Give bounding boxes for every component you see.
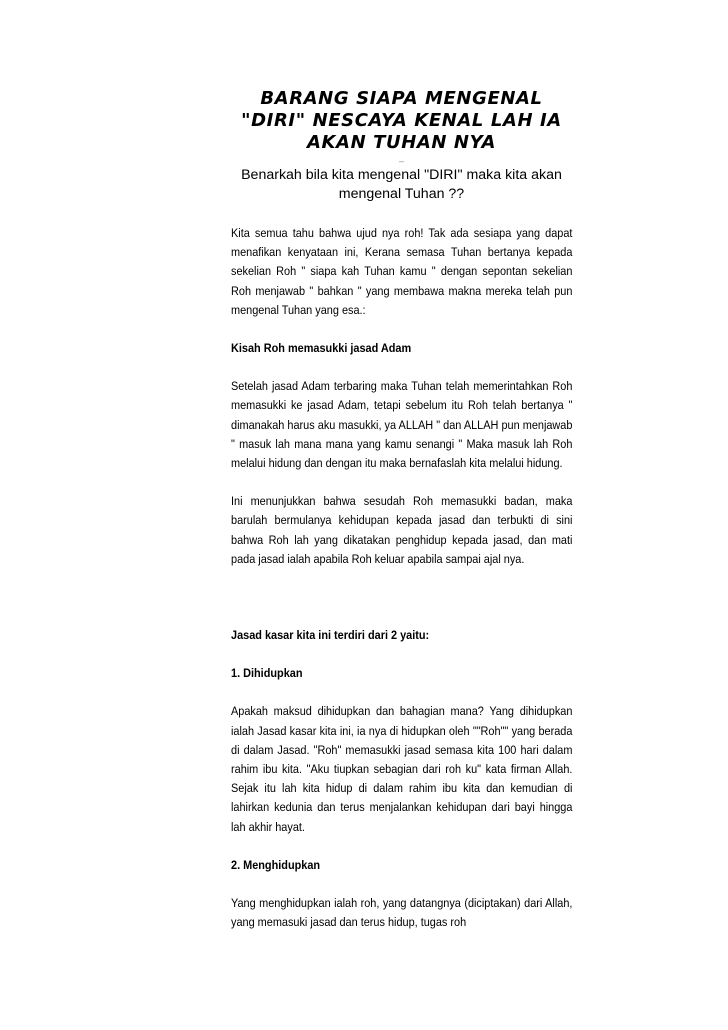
- item-heading-menghidupkan: 2. Menghidupkan: [231, 857, 321, 872]
- intro-paragraph: Kita semua tahu bahwa ujud nya roh! Tak ada sesiapa yang dapat menafikan kenyataan ini, Kerana semasa Tuhan bertanya kepada sekelian Roh " siapa kah Tuhan kamu " dengan sepontan sekelian Roh menjawab " bahkan " yang membawa makna mereka telah pun mengenal Tuhan yang esa.:: [231, 226, 573, 317]
- item-heading-dihidupkan: 1. Dihidupkan: [231, 666, 303, 681]
- dihidupkan-paragraph: Apakah maksud dihidupkan dan bahagian mana? Yang dihidupkan ialah Jasad kasar kita ini, ia nya di hidupkan oleh ""Roh"" yang berada di dalam Jasad. "Roh" memasukki jasad semasa kita 100 hari dalam rahim ibu kita. "Aku tiupkan sebagian dari roh ku" kata firman Allah. Sejak itu lah kita hidup di dalam rahim ibu kita dan kemudian di lahirkan kedunia dan terus menjalankan kehidupan dari bayi hingga lah akhir hayat.: [231, 704, 573, 834]
- section-heading-kisah-roh: Kisah Roh memasukki jasad Adam: [231, 341, 412, 356]
- menghidupkan-paragraph: Yang menghidupkan ialah roh, yang datangnya (diciptakan) dari Allah, yang memasuki jasad dan terus hidup, tugas roh: [231, 896, 573, 930]
- document-subtitle: Benarkah bila kita mengenal "DIRI" maka kita akan mengenal Tuhan ??: [241, 167, 562, 202]
- kisah-roh-paragraph-2: Ini menunjukkan bahwa sesudah Roh memasukki badan, maka barulah bermulanya kehidupan kepada jasad dan terbukti di sini bahwa Roh lah yang dikatakan penghidup kepada jasad, dan mati pada jasad ialah apabila Roh keluar apabila sampai ajal nya.: [231, 494, 573, 566]
- document-page: [231, 88, 572, 932]
- title-separator: –: [398, 156, 404, 166]
- section-heading-jasad-kasar: Jasad kasar kita ini terdiri dari 2 yaitu:: [231, 628, 430, 643]
- document-title: BARANG SIAPA MENGENAL "DIRI" NESCAYA KENAL LAH IA AKAN TUHAN NYA: [241, 88, 562, 153]
- kisah-roh-paragraph-1: Setelah jasad Adam terbaring maka Tuhan telah memerintahkan Roh memasukki ke jasad Adam, tetapi sebelum itu Roh telah bertanya " dimanakah harus aku masukki, ya ALLAH " dan ALLAH pun menjawab " masuk lah mana mana yang kamu senangi " Maka masuk lah Roh melalui hidung dan dengan itu maka bernafaslah kita melalui hidung.: [231, 379, 573, 471]
